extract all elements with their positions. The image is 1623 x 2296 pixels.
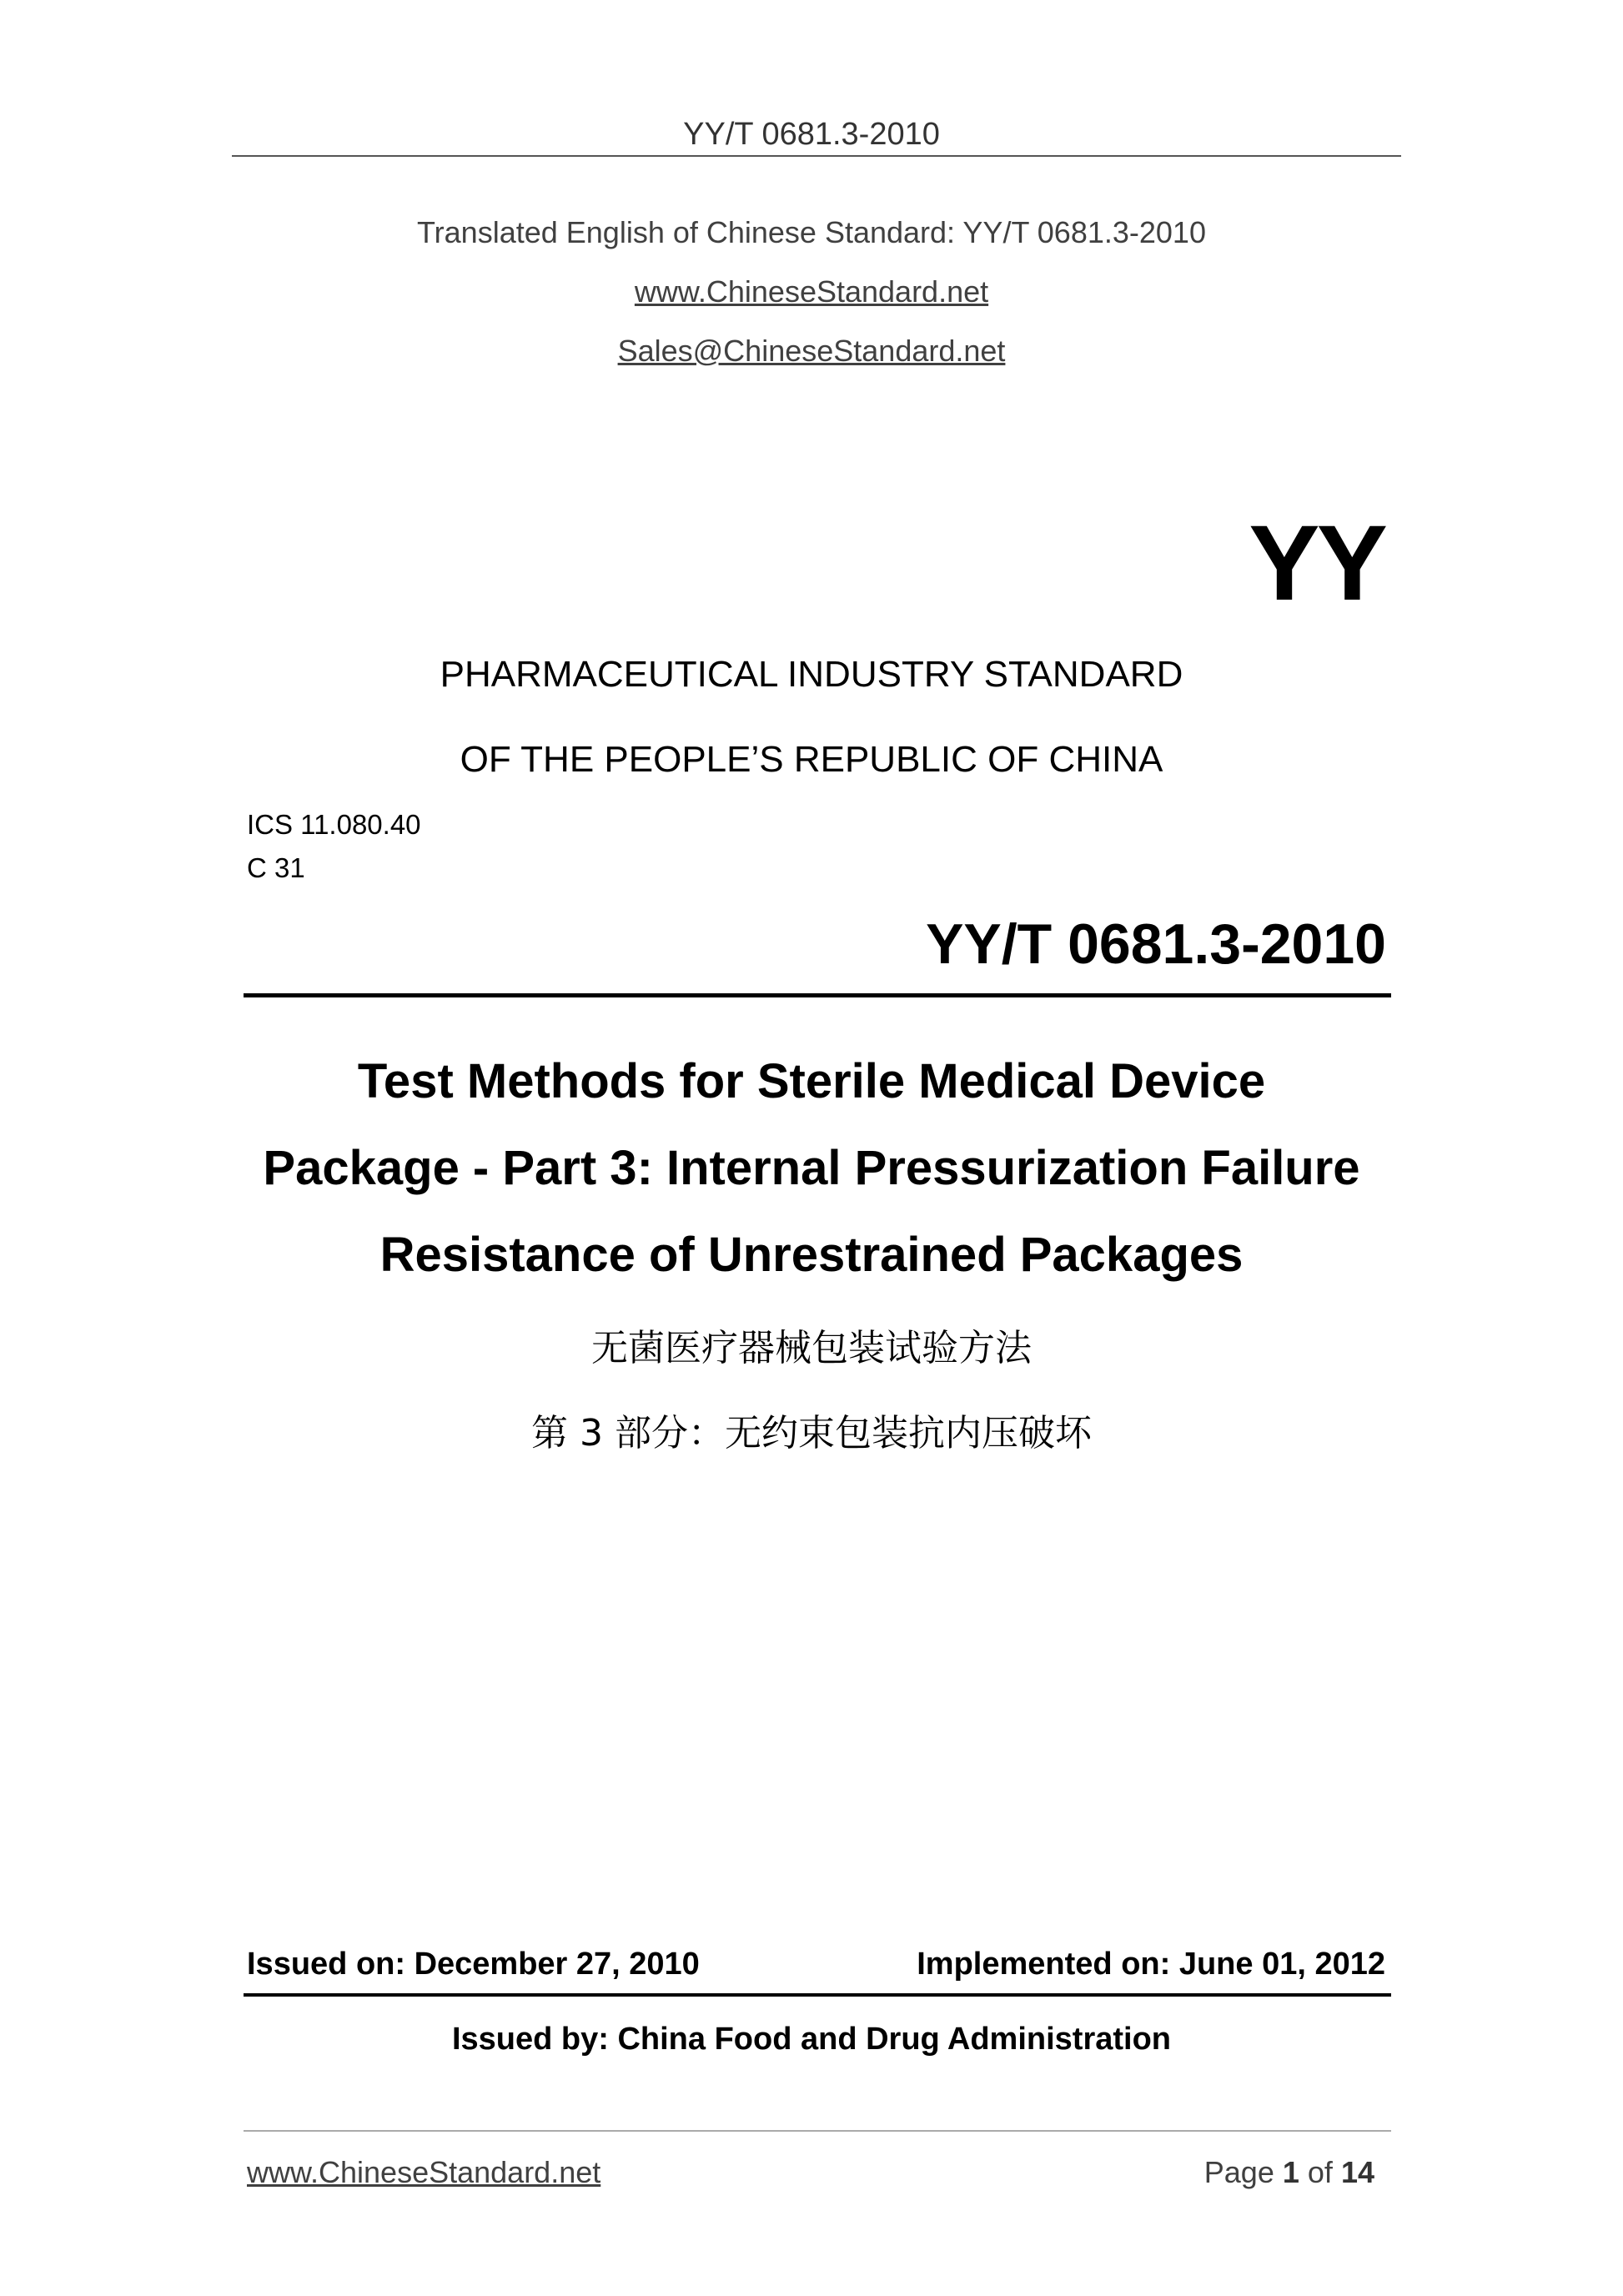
title-cn-line-1: 无菌医疗器械包装试验方法 [591, 1327, 1032, 1369]
title-en-line-3: Resistance of Unrestrained Packages [379, 1228, 1244, 1282]
dates-rule [244, 1993, 1391, 1997]
implemented-on-date: Implemented on: June 01, 2012 [917, 1947, 1385, 1982]
website-link-row [0, 274, 1623, 309]
ics-code: ICS 11.080.40 [247, 809, 421, 840]
standard-number-rule [244, 993, 1391, 997]
title-en-line-1: Test Methods for Sterile Medical Device [357, 1054, 1266, 1108]
page-indicator [1204, 2155, 1374, 2190]
ccs-code: C 31 [247, 852, 305, 883]
footer-website-link[interactable]: www.ChineseStandard.net [247, 2155, 601, 2189]
page-of: of [1307, 2155, 1333, 2189]
page-total: 14 [1340, 2155, 1374, 2189]
industry-line-2: OF THE PEOPLE’S REPUBLIC OF CHINA [460, 739, 1163, 780]
website-link[interactable]: www.ChineseStandard.net [634, 274, 989, 309]
email-link-row [0, 334, 1623, 369]
standard-category-mark: YY [1249, 504, 1384, 623]
industry-line-1: PHARMACEUTICAL INDUSTRY STANDARD [440, 654, 1183, 695]
running-header-title: YY/T 0681.3-2010 [683, 117, 940, 152]
page-current: 1 [1282, 2155, 1299, 2189]
title-cn-line-2: 第 3 部分：无约束包装抗内压破坏 [531, 1412, 1092, 1454]
standard-number: YY/T 0681.3-2010 [926, 912, 1386, 976]
email-link[interactable]: Sales@ChineseStandard.net [617, 334, 1006, 368]
footer-divider [244, 2130, 1391, 2132]
header-divider [232, 155, 1401, 157]
title-en-line-2: Package - Part 3: Internal Pressurization Failure [263, 1141, 1360, 1195]
translation-note: Translated English of Chinese Standard: YY/T 0681.3-2010 [417, 215, 1206, 249]
issued-on-date: Issued on: December 27, 2010 [247, 1947, 700, 1982]
issued-by: Issued by: China Food and Drug Administration [451, 2022, 1172, 2057]
page-prefix: Page [1203, 2155, 1274, 2189]
